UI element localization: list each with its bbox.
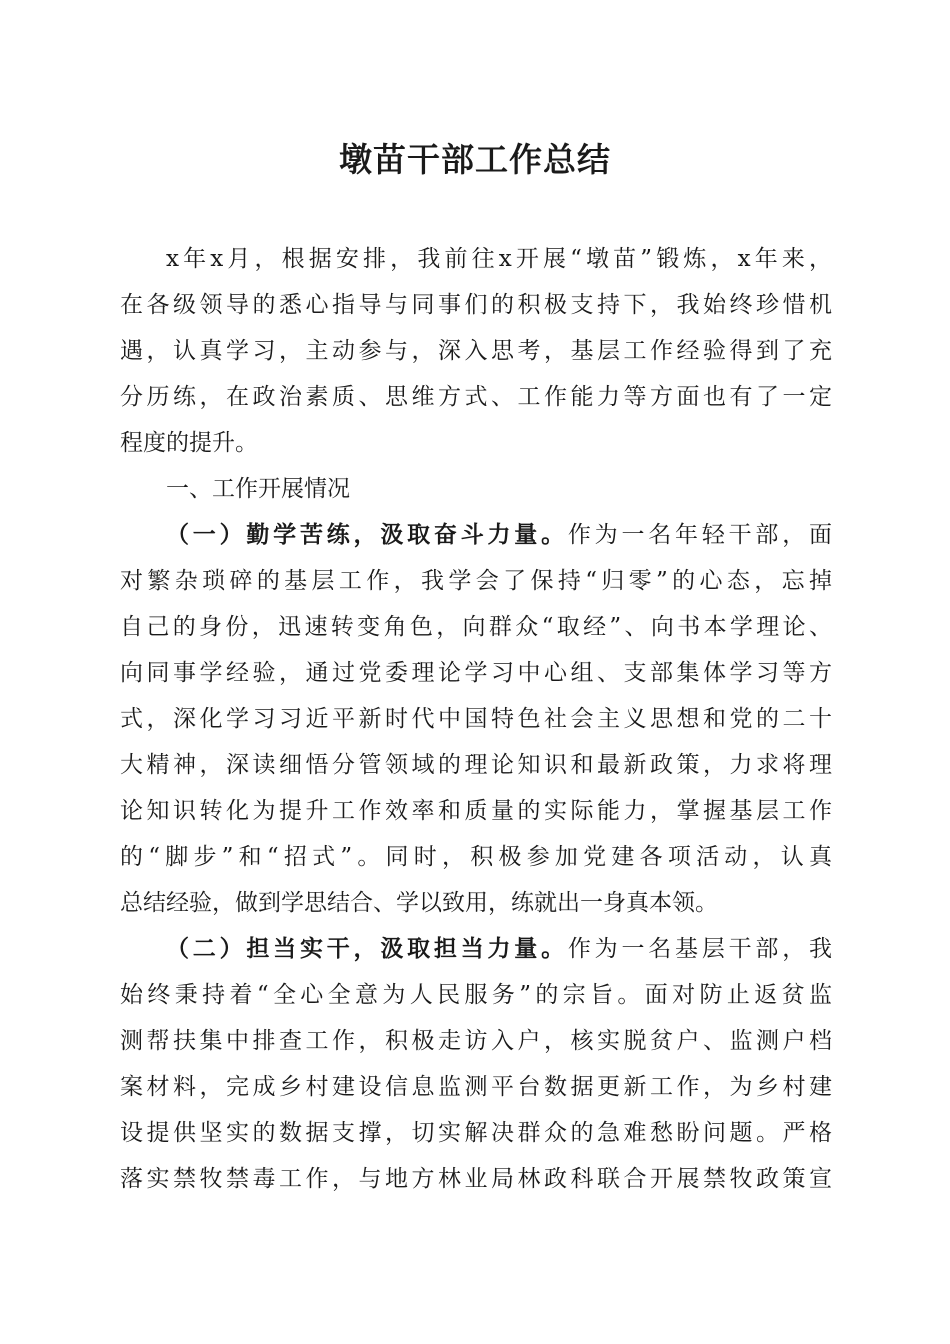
subsection-first-line <box>120 926 832 972</box>
paragraph-line: 自己的身份，迅速转变角色，向群众“取经”、向书本学理论、 <box>120 614 832 640</box>
subsection-text: 作为一名年轻干部，面 <box>567 522 833 548</box>
subsection-first-line <box>120 512 832 558</box>
subsection-lead: （二）担当实干，汲取担当力量。 <box>166 935 568 962</box>
paragraph-line: 总结经验，做到学思结合、学以致用，练就出一身真本领。 <box>120 890 718 916</box>
document-title: 墩苗干部工作总结 <box>339 140 611 179</box>
paragraph-line: 式，深化学习习近平新时代中国特色社会主义思想和党的二十 <box>120 706 832 732</box>
paragraph-line: 程度的提升。 <box>120 430 258 456</box>
subsection-lead: （一）勤学苦练，汲取奋斗力量。 <box>166 521 568 548</box>
paragraph-line: 在各级领导的悉心指导与同事们的积极支持下，我始终珍惜机 <box>120 292 832 318</box>
paragraph-line: 分历练，在政治素质、思维方式、工作能力等方面也有了一定 <box>120 384 832 410</box>
document-body <box>120 236 832 1202</box>
paragraph-line: 大精神，深读细悟分管领域的理论知识和最新政策，力求将理 <box>120 752 832 778</box>
paragraph-line: 的“脚步”和“招式”。同时，积极参加党建各项活动，认真 <box>120 844 832 870</box>
paragraph-line: 案材料，完成乡村建设信息监测平台数据更新工作，为乡村建 <box>120 1074 832 1100</box>
section-heading: 一、工作开展情况 <box>166 476 350 502</box>
subsection-text: 作为一名基层干部，我 <box>567 936 833 962</box>
paragraph-line: 论知识转化为提升工作效率和质量的实际能力，掌握基层工作 <box>120 798 832 824</box>
paragraph-line: 设提供坚实的数据支撑，切实解决群众的急难愁盼问题。严格 <box>120 1120 832 1146</box>
paragraph-line: 落实禁牧禁毒工作，与地方林业局林政科联合开展禁牧政策宣 <box>120 1166 832 1192</box>
paragraph-line: 始终秉持着“全心全意为人民服务”的宗旨。面对防止返贫监 <box>120 982 832 1008</box>
paragraph-line: 对繁杂琐碎的基层工作，我学会了保持“归零”的心态，忘掉 <box>120 568 832 594</box>
paragraph-line: 遇，认真学习，主动参与，深入思考，基层工作经验得到了充 <box>120 338 832 364</box>
paragraph-line: 向同事学经验，通过党委理论学习中心组、支部集体学习等方 <box>120 660 832 686</box>
paragraph-line: x年x月，根据安排，我前往x开展“墩苗”锻炼，x年来， <box>166 246 832 272</box>
paragraph-line: 测帮扶集中排查工作，积极走访入户，核实脱贫户、监测户档 <box>120 1028 832 1054</box>
